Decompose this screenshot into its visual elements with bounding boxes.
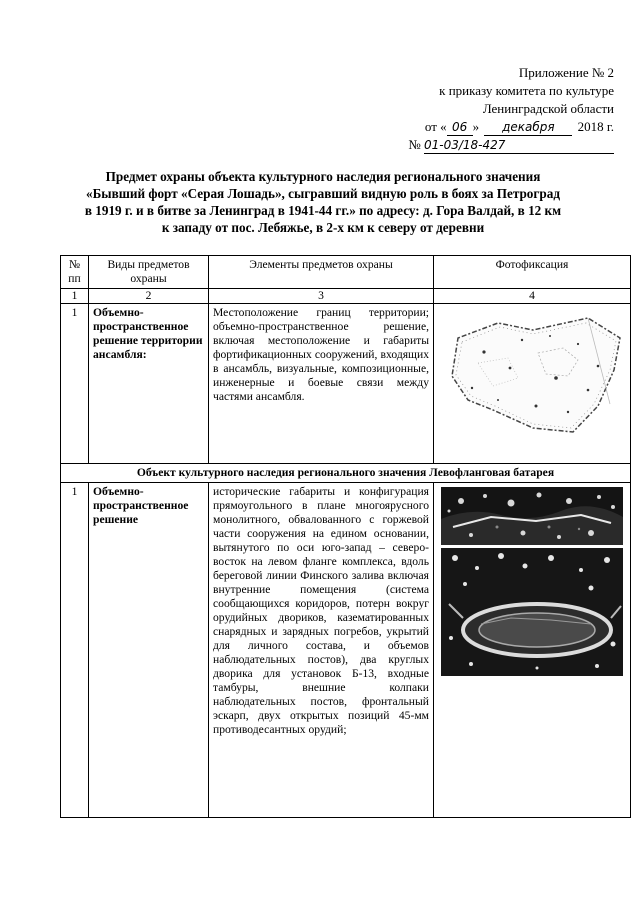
appendix-region-line: Ленинградской области xyxy=(482,101,614,116)
row-number: 1 xyxy=(61,304,89,464)
battery-photo-2 xyxy=(441,548,623,676)
title-line-1: Предмет охраны объекта культурного наследия регионального значения xyxy=(105,169,541,184)
appendix-date-line xyxy=(352,118,614,136)
column-number: 2 xyxy=(89,289,209,304)
header-kind: Виды предметов охраны xyxy=(89,256,209,289)
date-mid: » xyxy=(472,119,480,134)
row-kind: Объемно-пространственное решение территории ансамбля: xyxy=(89,304,209,464)
date-day-handwritten: 06 xyxy=(447,120,473,136)
appendix-order-line: к приказу комитета по культуре xyxy=(439,83,614,98)
column-number: 4 xyxy=(434,289,631,304)
appendix-number-line xyxy=(352,136,614,154)
section-title: Объект культурного наследия регионального значения Левофланговая батарея xyxy=(61,464,631,483)
row-number: 1 xyxy=(61,483,89,818)
territory-plan-image xyxy=(438,308,626,443)
battery-photo-1 xyxy=(441,487,623,545)
table-header-row xyxy=(61,256,631,289)
row-elements: исторические габариты и конфигурация прямоугольного в плане многоярусного монолитного, обвалованного с горжевой части сооружения на едином основании, вытянутого по оси юго-запад – северо-восток на левом фланге комплекса, вдоль береговой линии Финского залива включая внутренние помещения (система сообщающихся коридоров, потерн вокруг орудийных двориков, казематированных снарядных и зарядных погребов, укрытий для личного состава, и объемов наблюдательных постов), два круглых дворика для установок Б-13, входные тамбуры, внешние колпаки наблюдательных постов, фронтальный эскарп, двух открытых позиций 45-мм противодесантных орудий; xyxy=(209,483,434,818)
table-column-numbers-row xyxy=(61,289,631,304)
number-handwritten: 01-03/18-427 xyxy=(424,138,614,154)
row-photo-cell xyxy=(434,304,631,464)
date-suffix: 2018 г. xyxy=(577,119,614,134)
protection-table xyxy=(60,255,631,818)
document-title xyxy=(50,168,596,236)
title-line-2: «Бывший форт «Серая Лошадь», сыгравший видную роль в боях за Петроград xyxy=(85,186,560,201)
header-num: № пп xyxy=(61,256,89,289)
date-prefix: от « xyxy=(424,119,447,134)
appendix-header xyxy=(352,64,614,154)
table-row xyxy=(61,304,631,464)
header-photo: Фотофиксация xyxy=(434,256,631,289)
table-row xyxy=(61,483,631,818)
title-line-4: к западу от пос. Лебяжье, в 2-х км к северу от деревни xyxy=(161,220,485,235)
date-month-handwritten: декабря xyxy=(484,120,572,136)
row-kind: Объемно-пространственное решение xyxy=(89,483,209,818)
title-line-3: в 1919 г. и в битве за Ленинград в 1941-44 гг.» по адресу: д. Гора Валдай, в 12 км xyxy=(84,203,562,218)
header-elements: Элементы предметов охраны xyxy=(209,256,434,289)
row-photo-cell xyxy=(434,483,631,818)
row-elements: Местоположение границ территории; объемно-пространственное решение, включая местоположение и габариты фортификационных сооружений, входящих в ансамбль, визуальные, композиционные, инженерные и боевые связи между частями ансамбля. xyxy=(209,304,434,464)
appendix-title: Приложение № 2 xyxy=(518,65,614,80)
column-number: 3 xyxy=(209,289,434,304)
number-prefix: № xyxy=(408,137,421,152)
section-row xyxy=(61,464,631,483)
column-number: 1 xyxy=(61,289,89,304)
